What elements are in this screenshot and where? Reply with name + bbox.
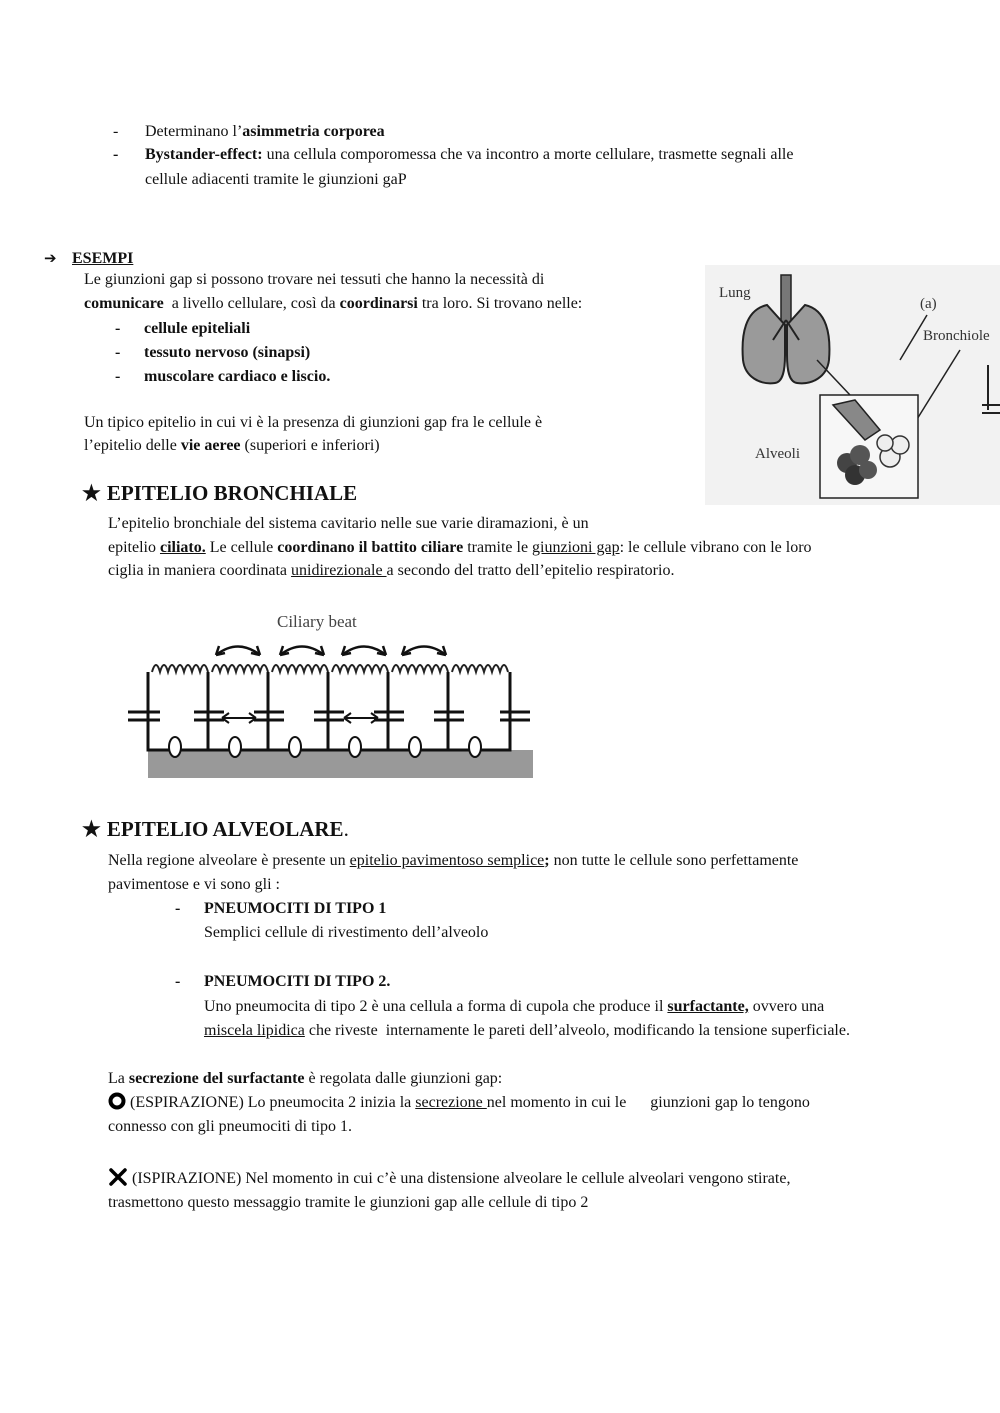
esempi-line2: [84, 292, 582, 315]
bold-underlined-text: ciliato.: [159, 539, 206, 556]
pneumociti-tipo2-line1: [204, 995, 824, 1018]
espirazione-line1: [108, 1091, 810, 1114]
text: tra loro. Si trovano nelle:: [417, 295, 583, 312]
pneumociti-tipo1-desc: Semplici cellule di rivestimento dell’alveolo: [204, 924, 489, 941]
lung-figure: [705, 265, 1000, 505]
list-dash: -: [115, 344, 121, 361]
text: Le cellule: [205, 539, 278, 556]
list-dash: -: [115, 368, 121, 385]
underlined-text: unidirezionale: [291, 562, 387, 579]
text: tramite le: [463, 539, 533, 556]
underlined-text: miscela lipidica: [204, 1022, 305, 1039]
intro-item-bystander: [145, 143, 793, 166]
heading-period: .: [343, 817, 349, 841]
text: l’epitelio delle: [84, 437, 181, 454]
intro-bold: asimmetria corporea: [242, 123, 385, 140]
section-title-bronchiale: [82, 482, 357, 505]
pneumociti-tipo2-line2: [204, 1019, 850, 1042]
bold-text: secrezione del surfactante: [128, 1070, 305, 1087]
text: ovvero una: [748, 998, 825, 1015]
text: La: [108, 1070, 129, 1087]
circle-icon: [108, 1092, 126, 1110]
bold-underlined-text: surfactante,: [667, 998, 749, 1015]
list-item: cellule epiteliali: [144, 320, 251, 337]
heading-text: EPITELIO ALVEOLARE: [106, 817, 344, 841]
pneumociti-tipo2-title: PNEUMOCITI DI TIPO 2.: [204, 973, 391, 990]
underlined-text: giunzioni gap: [532, 539, 620, 556]
figure-label-a: (a): [920, 296, 937, 312]
text: Nella regione alveolare è presente un: [108, 852, 350, 869]
list-dash: -: [115, 320, 121, 337]
intro-item-bystander-cont: cellule adiacenti tramite le giunzioni gaP: [145, 171, 407, 188]
list-item: muscolare cardiaco e liscio.: [144, 368, 331, 385]
esempi-para1: Un tipico epitelio in cui vi è la presenza di giunzioni gap fra le cellule è: [84, 414, 543, 431]
text: a secondo del tratto dell’epitelio respiratorio.: [386, 562, 675, 579]
list-dash: -: [113, 146, 119, 163]
section-title-esempi: ESEMPI: [72, 250, 134, 267]
section-title-alveolare: [82, 818, 349, 841]
text: : le cellule vibrano con le loro: [619, 539, 812, 556]
intro-text: Determinano l’: [145, 123, 243, 140]
figure-label-lung: Lung: [719, 285, 751, 301]
figure-label-alveoli: Alveoli: [755, 446, 800, 462]
list-dash: -: [113, 123, 119, 140]
esempi-para2: [84, 434, 380, 457]
ispirazione-line1: [108, 1167, 790, 1190]
text: è regolata dalle giunzioni gap:: [304, 1070, 503, 1087]
pneumociti-tipo1-title: PNEUMOCITI DI TIPO 1: [204, 900, 387, 917]
text: a livello cellulare, così da: [163, 295, 340, 312]
text: ciglia in maniera coordinata: [108, 562, 292, 579]
underlined-text: epitelio pavimentoso semplice: [349, 852, 545, 869]
bold-text: ;: [544, 852, 550, 869]
cilia: [152, 665, 508, 672]
cross-icon: [108, 1167, 128, 1187]
alveolare-line1: [108, 849, 798, 872]
text: Uno pneumocita di tipo 2 è una cellula a forma di cupola che produce il: [204, 998, 668, 1015]
list-item: tessuto nervoso (sinapsi): [144, 344, 311, 361]
intro-text: una cellula comporomessa che va incontro a morte cellulare, trasmette segnali alle: [262, 146, 794, 163]
bronchiale-line2: [108, 536, 812, 559]
text: nel momento in cui le giunzioni gap lo tengono: [486, 1094, 810, 1111]
bronchiale-line3: [108, 559, 674, 582]
underlined-text: secrezione: [415, 1094, 487, 1111]
star-icon: ★: [82, 817, 101, 841]
ispirazione-line2: trasmettono questo messaggio tramite le giunzioni gap alle cellule di tipo 2: [108, 1194, 589, 1211]
beat-arrows: [216, 646, 446, 655]
list-dash: -: [175, 900, 181, 917]
figure-label-ciliary-beat: Ciliary beat: [277, 612, 357, 631]
intro-item-asimmetria: [145, 120, 385, 143]
text: (superiori e inferiori): [240, 437, 380, 454]
star-icon: ★: [82, 481, 101, 505]
figure-label-bronchiole: Bronchiole: [923, 328, 990, 344]
text: non tutte le cellule sono perfettamente: [549, 852, 799, 869]
espirazione-line2: connesso con gli pneumociti di tipo 1.: [108, 1118, 352, 1135]
text: epitelio: [108, 539, 160, 556]
esempi-line1: Le giunzioni gap si possono trovare nei tessuti che hanno la necessità di: [84, 271, 545, 288]
arrow-icon: ➔: [44, 249, 57, 267]
alveolare-line2: pavimentose e vi sono gli :: [108, 876, 280, 893]
bronchiale-line1: L’epitelio bronchiale del sistema cavitario nelle sue varie diramazioni, è un: [108, 515, 589, 532]
bold-text: coordinarsi: [339, 295, 418, 312]
text: che riveste internamente le pareti dell’alveolo, modificando la tensione superficiale.: [304, 1022, 850, 1039]
list-dash: -: [175, 973, 181, 990]
ciliary-beat-figure: [120, 600, 535, 782]
text: (ESPIRAZIONE) Lo pneumocita 2 inizia la: [126, 1094, 416, 1111]
bold-text: comunicare: [84, 295, 164, 312]
secrezione-line1: [108, 1067, 502, 1090]
bold-text: vie aeree: [180, 437, 241, 454]
text: (ISPIRAZIONE) Nel momento in cui c’è una distensione alveolare le cellule alveolari vengono stirate,: [128, 1170, 791, 1187]
bold-text: coordinano il battito ciliare: [277, 539, 464, 556]
heading-text: EPITELIO BRONCHIALE: [106, 481, 358, 505]
intro-bold: Bystander-effect:: [145, 146, 263, 163]
